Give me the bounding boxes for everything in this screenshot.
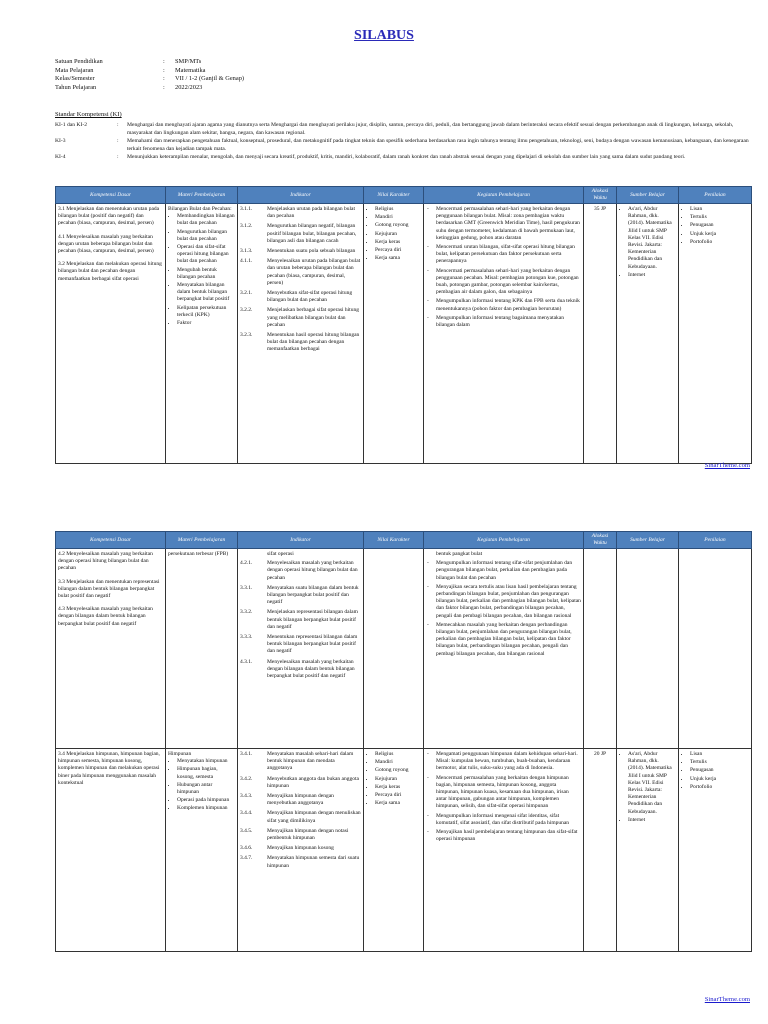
source-link[interactable]: SinarTheme.com <box>704 462 750 469</box>
waktu-cell: 20 JP <box>584 749 617 952</box>
kegiatan-item: - Memecahkan masalah yang berkaitan dengan perbandingan bilangan bulat, penjumlahan dan pengurangan bilangan bulat, perkalian dan pembagian bilangan bulat, kelipatan dan faktor bilangan bulat, perbandingan bilangan pecahan, pengali dan pembagi bilangan pecahan, dan bilangan rasional <box>436 622 581 658</box>
indikator-text: Menyajikan himpunan dengan notasi pembentuk himpunan <box>267 827 349 842</box>
kegiatan-item: - Mencermati permasalahan sehari-hari yang berkaitan dengan penggunaan bilangan bulat. Misal: zona pembagian waktu berdasarkan GMT (Greenwich Meridian Time), hasil pengukuran suhu dengan termometer, kedalaman di bawah permukaan laut, ketinggian gedung, pohon atau daratan <box>436 206 581 242</box>
meta-block <box>55 58 244 92</box>
indikator-number: 3.3.2. <box>240 609 253 616</box>
nilai-item: • Kejujuran <box>375 776 421 783</box>
nilai-item: • Kerja keras <box>375 784 421 791</box>
indikator-text: Menyajikan himpunan dengan menyebutkan anggotanya <box>267 793 334 807</box>
indikator-item <box>240 332 361 354</box>
indikator-text: Menyatakan himpunan semesta dari suatu himpunan <box>267 855 360 869</box>
indikator-text: Menyelesaikan masalah yang berkaitan dengan bilangan dalam bentuk bilangan berpangkat bulat positif dan negatif <box>267 658 355 680</box>
indikator-text: Menyatakan masalah sehari-hari dalam bentuk himpunan dan mendata anggotanya <box>267 751 354 772</box>
sumber-item: • Internet <box>628 272 676 279</box>
indikator-number: 4.2.1. <box>240 560 253 567</box>
indikator-number: 3.3.3. <box>240 634 253 641</box>
meta-row <box>55 58 244 67</box>
penilaian-item: • Tertulis <box>690 214 749 221</box>
ki-row <box>55 122 750 137</box>
meta-row <box>55 67 244 76</box>
penilaian-item: • Tertulis <box>690 759 749 766</box>
indikator-item <box>240 248 361 255</box>
meta-key: Tahun Pelajaran <box>55 83 97 91</box>
ki-key: KI-3 <box>55 138 66 145</box>
sumber-item: • As'ari, Abdur Rahman, dkk. (2014). Matematika Jilid I untuk SMP Kelas VII. Edisi Revisi. Jakarta: Kementerian Pendidikan dan Kebudayaan. <box>628 751 676 816</box>
indikator-item <box>240 751 361 773</box>
indikator-item <box>240 585 361 607</box>
kegiatan-item: - Mengumpulkan informasi tentang KPK dan FPB serta dua teknik menentukannya (pohon faktor dan pembagian berurutan) <box>436 298 581 312</box>
indikator-number: 3.1.1. <box>240 206 253 212</box>
kegiatan-item: - Mencermati urutan bilangan, sifat-sifat operasi hitung bilangan bulat, kelipatan persekutuan dan faktor persekutuan serta penerapannya <box>436 244 581 266</box>
nilai-item: • Kejujuran <box>375 231 421 238</box>
column-header: Alokasi Waktu <box>584 532 617 549</box>
meta-row <box>55 75 244 84</box>
meta-value: VII / 1-2 (Ganjil & Genap) <box>175 75 245 83</box>
kegiatan-cell <box>424 549 584 749</box>
indikator-number: 4.1.1. <box>240 258 253 265</box>
indikator-text: Mengurutkan bilangan negatif, bilangan positif bilangan bulat, bilangan pecahan, bilangan asli dan bilangan cacah <box>267 223 357 244</box>
column-header: Indikator <box>238 532 364 549</box>
meta-colon: : <box>163 83 165 91</box>
materi-cell <box>166 749 238 952</box>
indikator-text: Menyatakan suatu bilangan dalam bentuk bilangan berpangkat bulat positif dan negatif <box>267 584 359 606</box>
nilai-cell <box>364 204 424 464</box>
column-header: Indikator <box>238 187 364 204</box>
sumber-cell <box>617 749 679 952</box>
kd-cell <box>56 204 166 464</box>
indikator-cell <box>238 204 364 464</box>
ki-colon: : <box>117 138 119 145</box>
materi-item: • Membandingkan bilangan bulat dan pecahan <box>177 213 235 227</box>
table-row <box>56 549 752 749</box>
kegiatan-cell <box>424 749 584 952</box>
meta-row <box>55 84 244 93</box>
meta-key: Kelas/Semester <box>55 75 95 83</box>
materi-item: • Himpunan bagian, kosong, semesta <box>177 766 235 780</box>
penilaian-cell <box>679 549 752 749</box>
indikator-number: 3.3.1. <box>240 584 253 591</box>
column-header: Kompetensi Dasar <box>56 532 166 549</box>
penilaian-item: • Lisan <box>690 206 749 213</box>
indikator-item <box>240 659 361 681</box>
column-header: Kegiatan Pembelajaran <box>424 532 584 549</box>
kd-item: 4.2 Menyelesaikan masalah yang berkaitan dengan operasi hitung bilangan bulat dan pecahan <box>58 551 153 572</box>
ki-colon: : <box>117 154 119 161</box>
column-header: Nilai Karakter <box>364 187 424 204</box>
materi-item: • Faktor <box>177 320 235 327</box>
nilai-item: • Religius <box>375 206 421 213</box>
indikator-item <box>240 206 361 220</box>
indikator-text: Menyebutkan anggota dan bukan anggota himpunan <box>267 775 359 789</box>
kegiatan-cell <box>424 204 584 464</box>
penilaian-item: • Penugasan <box>690 222 749 229</box>
materi-item: • Mengurutkan bilangan bulat dan pecahan <box>177 229 235 243</box>
indikator-number: 3.4.7. <box>240 855 253 862</box>
meta-colon: : <box>163 66 165 74</box>
materi-item: • Menyatakan bilangan dalam bentuk bilangan berpangkat bulat positif <box>177 282 235 304</box>
indikator-item <box>240 828 361 842</box>
ki-text: Menunjukkan keterampilan menalar, mengolah, dan menyaji secara kreatif, produktif, kritis, mandiri, kolaboratif, dalam ranah konkret dan ranah abstrak sesuai dengan yang dipelajari di sekolah dan sumber lain yang sama dalam sudut pandang teori. <box>127 154 686 161</box>
indikator-text: Menyelesaikan urutan pada bilangan bulat dan urutan beberapa bilangan bulat dan pecahan (biasa, campuran, desimal, persen) <box>267 258 361 286</box>
table-row <box>56 749 752 952</box>
nilai-item: • Kerja sama <box>375 800 421 807</box>
kegiatan-item: - Mencermati permasalahan sehari-hari yang berkaitan dengan penggunaan pecahan. Misal: pembagian potongan kue, potongan buah, potongan gambar, potongan selembar kain/kertas, pembagian air dalam galon, dan sebagainya <box>436 268 581 297</box>
ki-text: Memahami dan menerapkan pengetahuan faktual, konseptual, prosedural, dan metakognitif pada tingkat teknis dan spesifik sederhana berdasarkan rasa ingin tahunya tentang ilmu pengetahuan, teknologi, seni, budaya dengan wawasan kemanusiaan, kebangsaan, dan kenegaraan terkait fenomena dan kejadian tampak mata. <box>127 138 749 152</box>
syllabus-table-1 <box>55 186 752 464</box>
ki-text: Menghargai dan menghayati ajaran agama yang dianutnya serta Menghargai dan menghayati perilaku jujur, disiplin, santun, percaya diri, peduli, dan bertanggung jawab dalam berinteraksi secara efektif sesuai dengan perkembangan anak di lingkungan, keluarga, sekolah, masyarakat dan lingkungan alam sekitar, bangsa, negara, dan kawasan regional. <box>127 122 734 136</box>
column-header: Penilaian <box>679 532 752 549</box>
sumber-item: • As'ari, Abdur Rahman, dkk. (2014). Matematika Jilid I untuk SMP Kelas VII. Edisi Revisi. Jakarta: Kementerian Pendidikan dan Kebudayaan. <box>628 206 676 271</box>
indikator-number: 3.4.5. <box>240 827 253 834</box>
ki-key: KI-4 <box>55 154 66 161</box>
materi-item: • Menyatakan himpunan <box>177 758 235 765</box>
indikator-item <box>240 634 361 656</box>
sk-title: Standar Kompetensi (KI) <box>55 111 122 118</box>
meta-value: Matematika <box>175 66 206 74</box>
indikator-item <box>240 609 361 631</box>
indikator-number: 3.2.1. <box>240 290 253 297</box>
nilai-item: • Religius <box>375 751 421 758</box>
materi-item: • Mengubah bentuk bilangan pecahan <box>177 267 235 281</box>
indikator-number: 3.4.1. <box>240 751 253 757</box>
kegiatan-item: - Mencermati permasalahan yang berkaitan dengan himpunan bagian, himpunan semesta, himpunan kosong, anggota himpunan, himpunan kuasa, kesamaan dua himpunan, irisan antar himpunan, gabungan antar himpunan, komplemen himpunan, selisih, dan sifat-sifat operasi himpunan <box>436 775 581 811</box>
kd-item: 4.3 Menyelesaikan masalah yang berkaitan dengan bilangan dalam bentuk bilangan berpangkat bulat positif dan negatif <box>58 606 153 627</box>
materi-item: • Kelipatan persekutuan terkecil (KPK) <box>177 305 235 319</box>
kegiatan-item: - Menyajikan secara tertulis atau lisan hasil pembelajaran tentang perbandingan bilangan bulat, penjumlahan dan pengurangan bilangan bulat, perkalian dan pembagian bilangan bulat, kelipatan dan faktor bilangan bulat, perbandingan bilangan pecahan, pengali dan pembagi bilangan pecahan, dan bilangan rasional <box>436 584 581 620</box>
indikator-text: Menentukan hasil operasi hitung bilangan bulat dan bilangan pecahan dengan memanfaatkan berbagai <box>267 332 360 353</box>
indikator-text: Menyebutkan sifat-sifat operasi hitung bilangan bulat dan pecahan <box>267 290 353 304</box>
indikator-text: Menyajikan himpunan kosong <box>267 845 334 852</box>
penilaian-item: • Lisan <box>690 751 749 758</box>
table-header-row <box>56 187 752 204</box>
indikator-item <box>240 855 361 869</box>
column-header: Materi Pembelajaran <box>166 532 238 549</box>
column-header: Alokasi Waktu <box>584 187 617 204</box>
column-header: Nilai Karakter <box>364 532 424 549</box>
kd-item: 3.1 Menjelaskan dan menentukan urutan pada bilangan bulat (positif dan negatif) dan pecahan (biasa, campuran, desimal, persen) <box>58 206 160 227</box>
materi-item: • Komplemen himpunan <box>177 805 235 812</box>
nilai-item: • Kerja sama <box>375 255 421 262</box>
meta-colon: : <box>163 58 165 65</box>
nilai-item: • Percaya diri <box>375 792 421 799</box>
indikator-number: 4.3.1. <box>240 658 253 665</box>
meta-value: 2022/2023 <box>175 83 203 91</box>
materi-item: • Hubungan antar himpunan <box>177 782 235 796</box>
kegiatan-item: - Mengumpulkan informasi tentang sifat-sifat penjumlahan dan pengurangan bilangan bulat, perkalian dan pembagian pada bilangan bulat dan pecahan <box>436 560 581 582</box>
indikator-number: 3.4.3. <box>240 793 253 800</box>
kegiatan-continued: bentuk pangkat bulat <box>436 551 483 557</box>
nilai-item: • Kerja keras <box>375 239 421 246</box>
indikator-continued: sifat operasi <box>267 551 294 557</box>
indikator-item <box>240 845 361 852</box>
kegiatan-item: - Mengumpulkan informasi tentang bagaimana menyatakan bilangan dalam <box>436 315 581 329</box>
indikator-text: Menjelaskan urutan pada bilangan bulat dan pecahan <box>267 206 355 220</box>
indikator-text: Menentukan representasi bilangan dalam bentuk bilangan berpangkat bulat positif dan negatif <box>267 634 358 655</box>
materi-item: • Operasi pada himpunan <box>177 797 235 804</box>
indikator-number: 3.2.3. <box>240 332 253 339</box>
nilai-item: • Mandiri <box>375 214 421 221</box>
meta-value: SMP/MTs <box>175 58 202 65</box>
sumber-cell <box>617 204 679 464</box>
materi-continued: persekutuan terbesar (FPB) <box>168 551 229 557</box>
column-header: Kompetensi Dasar <box>56 187 166 204</box>
sumber-item: • Internet <box>628 817 676 824</box>
nilai-cell <box>364 749 424 952</box>
indikator-item <box>240 560 361 582</box>
penilaian-item: • Portofolio <box>690 239 749 246</box>
materi-intro: Himpunan <box>168 751 192 757</box>
kd-item: 3.3 Menjelaskan dan menentukan representasi bilangan dalam bentuk bilangan berpangkat bulat positif dan negatif <box>58 578 160 600</box>
materi-intro: Bilangan Bulat dan Pecahan: <box>168 206 232 212</box>
materi-cell <box>166 549 238 749</box>
indikator-item <box>240 776 361 790</box>
column-header: Kegiatan Pembelajaran <box>424 187 584 204</box>
kd-item: 3.2 Menjelaskan dan melakukan operasi hitung bilangan bulat dan pecahan dengan memanfaatkan berbagai sifat operasi <box>58 261 162 282</box>
sumber-cell <box>617 549 679 749</box>
penilaian-item: • Portofolio <box>690 784 749 791</box>
kegiatan-item: - Menyajikan hasil pembelajaran tentang himpunan dan sifat-sifat operasi himpunan <box>436 829 581 843</box>
nilai-item: • Gotong royong <box>375 222 421 229</box>
column-header: Sumber Belajar <box>617 532 679 549</box>
indikator-number: 3.2.2. <box>240 307 253 314</box>
indikator-cell <box>238 549 364 749</box>
penilaian-cell <box>679 749 752 952</box>
indikator-text: Menjelaskan representasi bilangan dalam bentuk bilangan berpangkat bulat positif dan negatif <box>267 609 358 630</box>
syllabus-table-2 <box>55 531 752 952</box>
waktu-cell: 35 JP <box>584 204 617 464</box>
indikator-text: Menjelaskan berbagai sifat operasi hitung yang melibatkan bilangan bulat dan pecahan <box>267 307 359 328</box>
indikator-text: Menyelesaikan masalah yang berkaitan dengan operasi hitung bilangan bulat dan pecahan <box>267 560 358 581</box>
ki-key: KI-1 dan KI-2 <box>55 122 87 128</box>
indikator-number: 3.1.3. <box>240 248 253 255</box>
ki-row <box>55 138 750 153</box>
kegiatan-item: - Mengumpulkan informasi mengenai sifat identitas, sifat komutatif, sifat asosiatif, dan sifat distributif pada himpunan <box>436 813 581 827</box>
indikator-number: 3.4.6. <box>240 845 253 852</box>
meta-colon: : <box>163 75 165 83</box>
nilai-item: • Mandiri <box>375 759 421 766</box>
indikator-number: 3.1.2. <box>240 223 253 230</box>
kd-cell: 3.4 Menjelaskan himpunan, himpunan bagian, himpunan semesta, himpunan kosong, komplemen himpunan dan melakukan operasi biner pada himpunan menggunakan masalah kontekstual <box>56 749 166 952</box>
materi-cell <box>166 204 238 464</box>
indikator-text: Menyajikan himpunan dengan menuliskan sifat yang dimilikinya <box>267 810 361 824</box>
waktu-cell <box>584 549 617 749</box>
kd-cell <box>56 549 166 749</box>
table-header-row <box>56 532 752 549</box>
penilaian-item: • Unjuk kerja <box>690 231 749 238</box>
nilai-item: • Gotong royong <box>375 767 421 774</box>
indikator-number: 3.4.2. <box>240 775 253 782</box>
kd-item: 4.1 Menyelesaikan masalah yang berkaitan dengan urutan beberapa bilangan bulat dan pecahan (biasa, campuran, desimal, persen) <box>58 233 154 255</box>
indikator-item <box>240 290 361 304</box>
ki-list <box>55 122 750 163</box>
table-row <box>56 204 752 464</box>
meta-key: Satuan Pendidikan <box>55 58 103 65</box>
nilai-item: • Percaya diri <box>375 247 421 254</box>
penilaian-item: • Penugasan <box>690 767 749 774</box>
penilaian-item: • Unjuk kerja <box>690 776 749 783</box>
indikator-item <box>240 793 361 807</box>
ki-row <box>55 154 750 162</box>
indikator-item <box>240 307 361 329</box>
meta-key: Mata Pelajaran <box>55 66 94 74</box>
penilaian-cell <box>679 204 752 464</box>
kegiatan-item: - Mengamati penggunaan himpunan dalam kehidupan sehari-hari. Misal: kumpulan hewan, tumbuhan, buah-buahan, kendaraan bermotor, alat tulis, suku-suku yang ada di Indonesia. <box>436 751 581 773</box>
indikator-number: 3.4.4. <box>240 810 253 817</box>
indikator-item <box>240 223 361 245</box>
column-header: Penilaian <box>679 187 752 204</box>
indikator-item <box>240 258 361 287</box>
materi-item: • Operasi dan sifat-sifat operasi hitung bilangan bulat dan pecahan <box>177 244 235 266</box>
indikator-cell <box>238 749 364 952</box>
column-header: Sumber Belajar <box>617 187 679 204</box>
column-header: Materi Pembelajaran <box>166 187 238 204</box>
ki-colon: : <box>117 122 119 128</box>
source-link[interactable]: SinarTheme.com <box>704 996 750 1003</box>
indikator-item <box>240 810 361 824</box>
nilai-cell <box>364 549 424 749</box>
document-title: SILABUS <box>354 28 414 43</box>
indikator-text: Menentukan suatu pola sebuah bilangan <box>267 248 356 255</box>
